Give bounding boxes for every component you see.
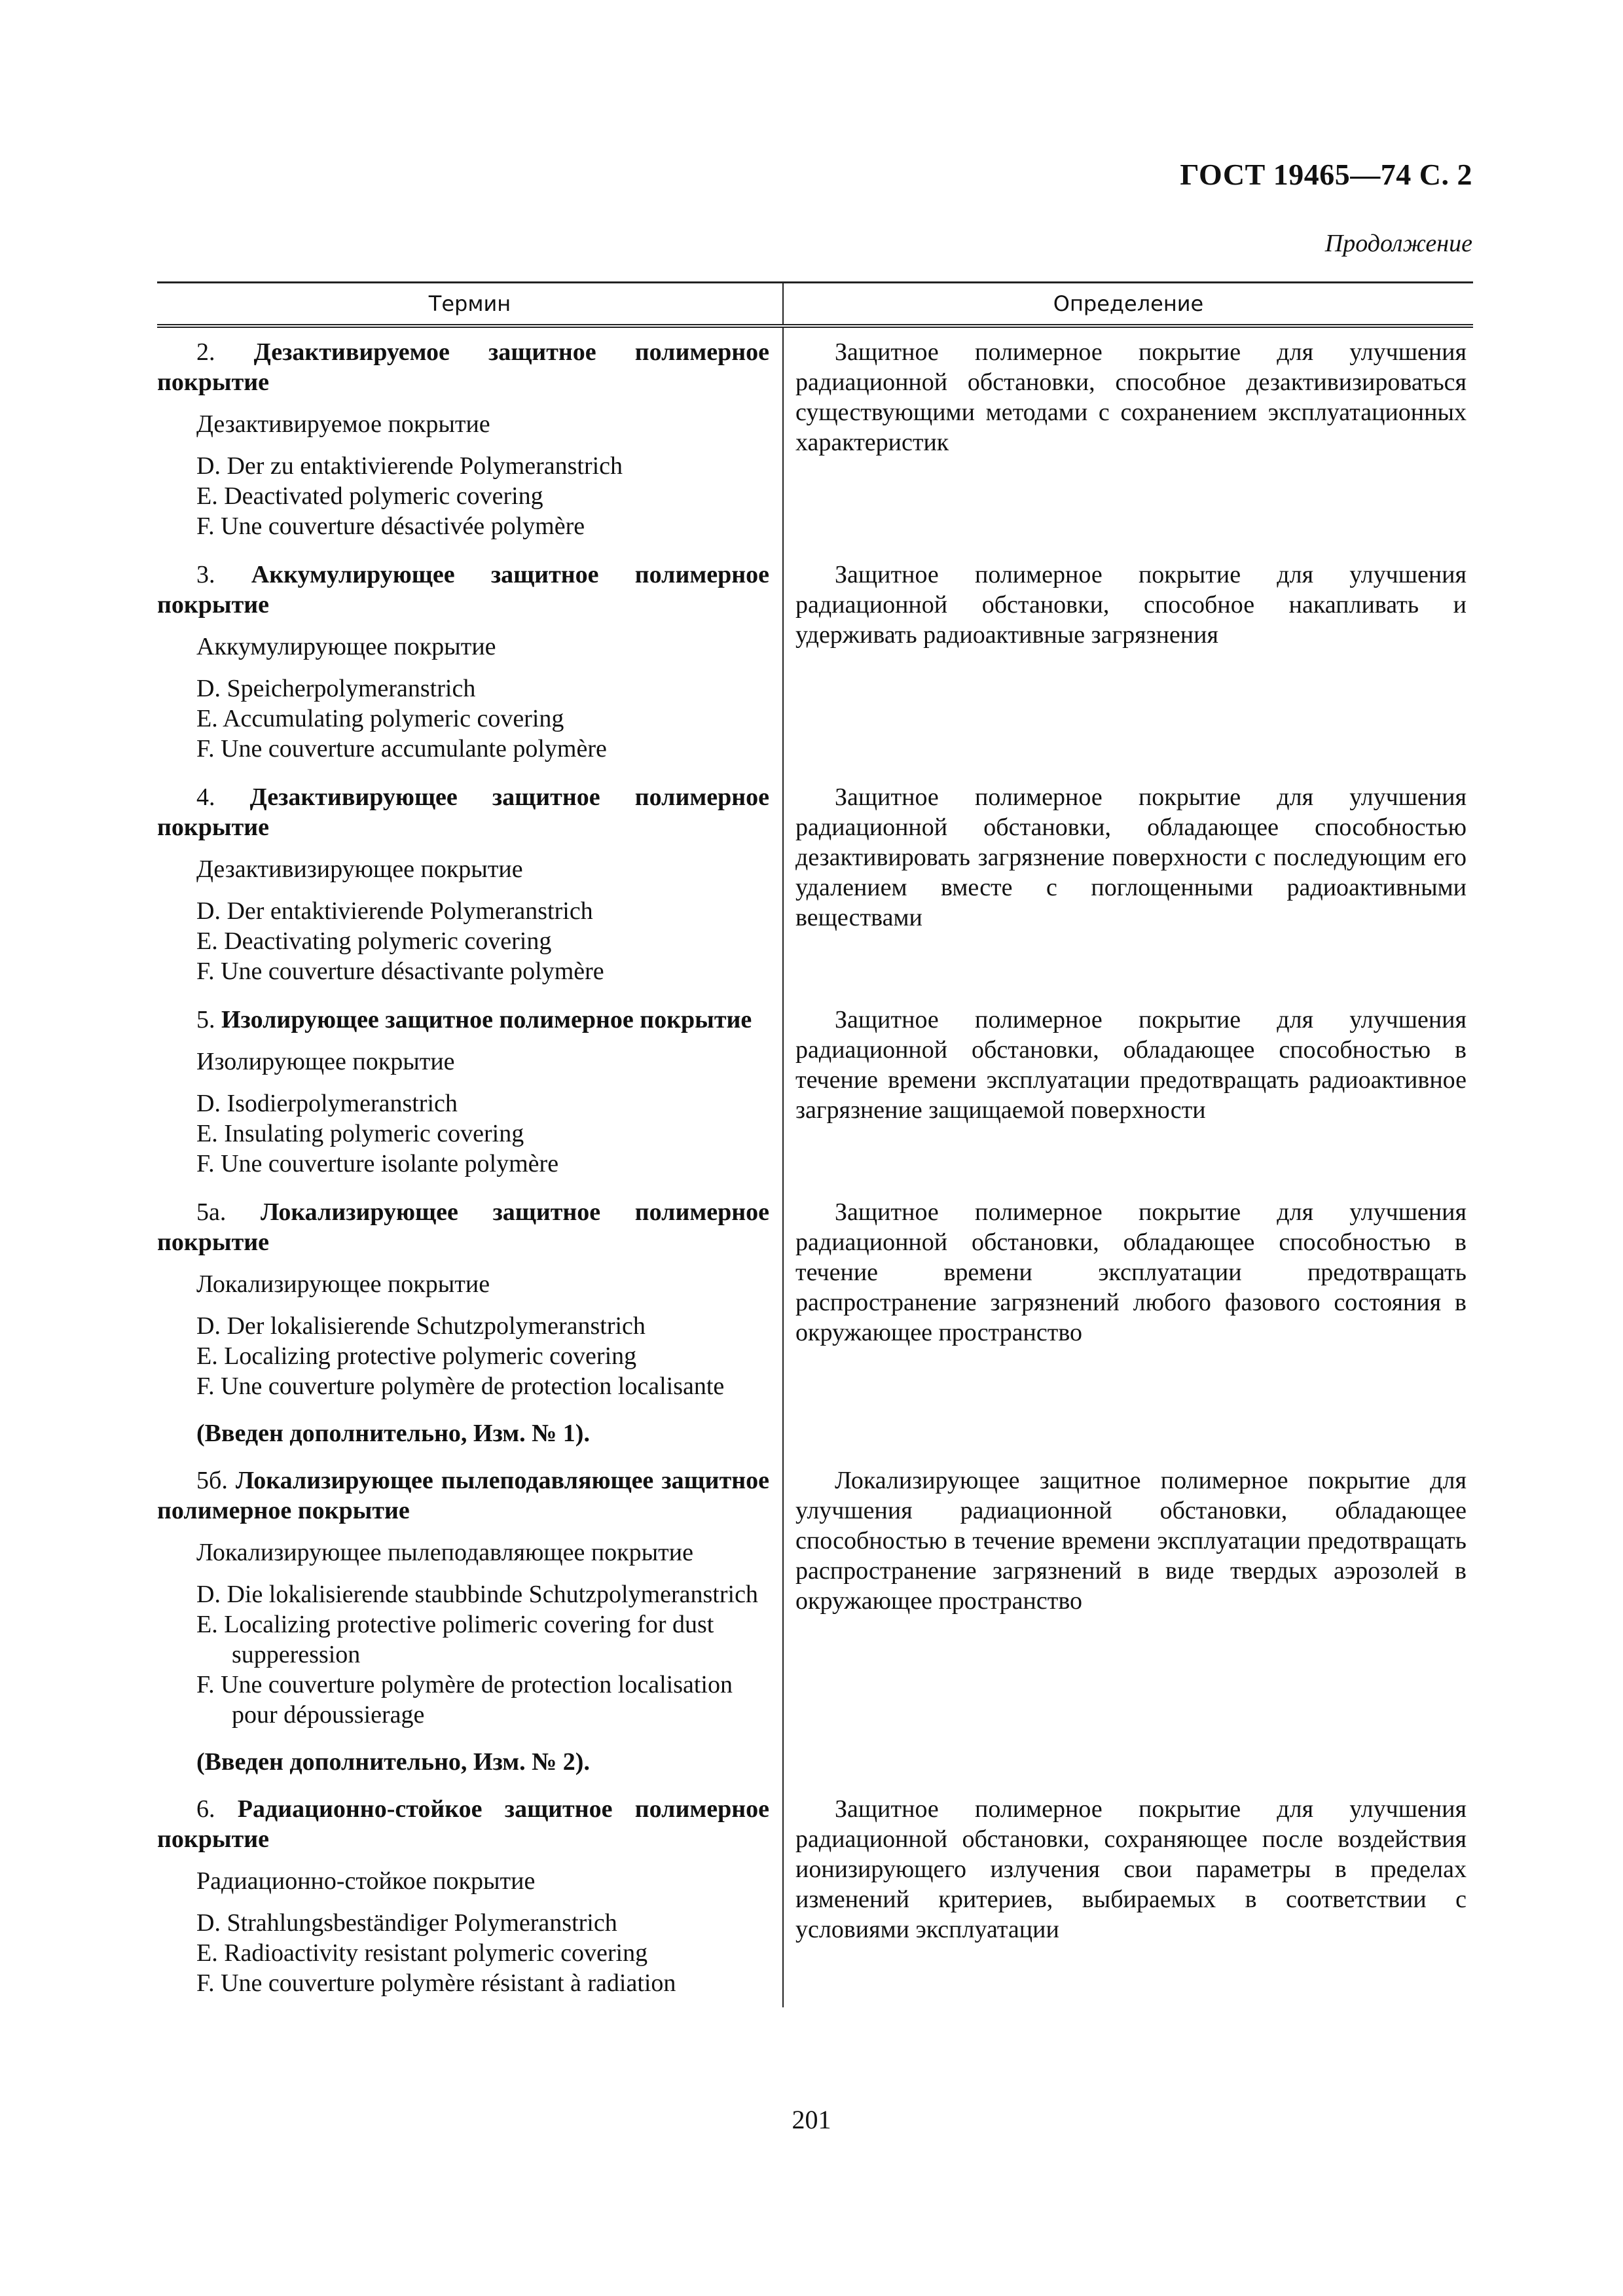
amendment-note: (Введен дополнительно, Изм. № 1). [196,1420,590,1447]
german-term: D. Speicherpolymeranstrich [196,675,476,702]
foreign-equivalents [157,1311,769,1401]
german-term: D. Strahlungsbeständiger Polymeranstrich [196,1909,617,1937]
table-row [157,1188,1473,1410]
foreign-equivalents [157,673,769,764]
term-cell [157,1785,782,2007]
term-title [157,1005,769,1035]
amendment-row [157,1739,1473,1785]
term-title [157,1794,769,1854]
table-row [157,1456,1473,1739]
term-number: 5а. [196,1198,227,1226]
page-number: 201 [792,2105,831,2134]
definition-cell: Локализирующее защитное полимерное покрытие для улучшения радиационной обстановки, обладающее способностью в течение времени эксплуатации предотвращать распространение загрязнений в виде твердых аэрозолей в окружающее пространство [795,1467,1467,1615]
table-row [157,1785,1473,2007]
english-term: E. Accumulating polymeric covering [196,705,564,732]
foreign-equivalents [157,896,769,986]
german-term: D. Der zu entaktivierende Polymeranstrich [196,452,623,480]
term-cell [157,328,782,550]
short-term: Радиационно-стойкое покрытие [196,1867,536,1895]
amendment-row [157,1410,1473,1456]
short-term: Изолирующее покрытие [196,1048,455,1075]
english-term: E. Insulating polymeric covering [196,1120,524,1147]
foreign-equivalents [157,1908,769,1998]
short-term: Дезактивируемое покрытие [196,410,490,438]
term-title [157,1465,769,1526]
term-name: Дезактивирующее защитное полимерное покрытие [157,783,769,841]
empty-definition-cell [782,1739,1473,1785]
table-row [157,328,1473,550]
table-body [157,328,1473,2007]
table-header [157,281,1473,328]
foreign-equivalents [157,1088,769,1179]
german-term: D. Die lokalisierende staubbinde Schutzpolymeranstrich [196,1581,758,1608]
english-term: E. Localizing protective polimeric covering for dust supperession [196,1611,714,1668]
term-title [157,560,769,620]
term-column-header: Термин [157,283,784,324]
term-name: Локализирующее защитное полимерное покрытие [157,1198,770,1256]
definition-cell: Защитное полимерное покрытие для улучшения радиационной обстановки, сохраняющее после воздействия ионизирующего излучения свои параметры в пределах изменений критериев, выбираемых в соответствии с условиями эксплуатации [795,1795,1467,1943]
term-name: Локализирующее пылеподавляющее защитное полимерное покрытие [157,1467,769,1524]
terms-table [157,281,1473,2007]
term-name: Изолирующее защитное полимерное покрытие [221,1006,752,1033]
definition-column-header: Определение [1053,291,1204,316]
definition-cell: Защитное полимерное покрытие для улучшения радиационной обстановки, способное накапливать и удерживать радиоактивные загрязнения [795,561,1467,649]
term-cell [157,550,782,773]
continuation-label: Продолжение [1324,230,1472,257]
foreign-equivalents [157,1579,769,1730]
term-cell [157,773,782,996]
french-term: F. Une couverture désactivante polymère [196,958,604,985]
term-title [157,782,769,842]
table-row [157,550,1473,773]
short-term: Локализирующее покрытие [196,1270,490,1298]
term-title [157,1197,769,1257]
short-term: Аккумулирующее покрытие [196,633,496,660]
english-term: E. Deactivated polymeric covering [196,482,543,510]
term-title [157,337,769,397]
french-term: F. Une couverture polymère résistant à radiation [196,1969,676,1997]
table-row [157,996,1473,1188]
standard-code: ГОСТ 19465—74 С. 2 [1180,158,1472,191]
german-term: D. Isodierpolymeranstrich [196,1090,458,1117]
term-number: 5. [196,1006,215,1033]
english-term: E. Localizing protective polymeric covering [196,1342,637,1370]
short-term: Локализирующее пылеподавляющее покрытие [196,1539,693,1566]
amendment-cell [157,1410,782,1456]
term-number: 4. [196,783,215,811]
german-term: D. Der entaktivierende Polymeranstrich [196,897,593,925]
term-name: Дезактивируемое защитное полимерное покрытие [157,338,769,396]
definition-cell: Защитное полимерное покрытие для улучшения радиационной обстановки, обладающее способностью в течение времени эксплуатации предотвращать распространение загрязнений любого фазового состояния в окружающее пространство [795,1198,1467,1346]
french-term: F. Une couverture polymère de protection localisation pour dépoussierage [196,1671,733,1729]
term-name: Радиационно-стойкое защитное полимерное покрытие [157,1795,770,1853]
term-cell [157,996,782,1188]
amendment-cell [157,1739,782,1785]
french-term: F. Une couverture accumulante polymère [196,735,607,762]
term-cell [157,1188,782,1410]
french-term: F. Une couverture polymère de protection localisante [196,1372,725,1400]
definition-cell: Защитное полимерное покрытие для улучшения радиационной обстановки, обладающее способностью дезактивировать загрязнение поверхности с последующим его удалением вместе с поглощенными радиоактивными веществами [795,783,1467,931]
term-number: 3. [196,561,215,588]
short-term: Дезактивизирующее покрытие [196,855,523,883]
amendment-note: (Введен дополнительно, Изм. № 2). [196,1748,590,1776]
foreign-equivalents [157,451,769,541]
french-term: F. Une couverture isolante polymère [196,1150,559,1177]
german-term: D. Der lokalisierende Schutzpolymeranstrich [196,1312,646,1340]
definition-cell: Защитное полимерное покрытие для улучшения радиационной обстановки, обладающее способностью в течение времени эксплуатации предотвращать радиоактивное загрязнение защищаемой поверхности [795,1006,1467,1124]
english-term: E. Deactivating polymeric covering [196,927,552,955]
term-cell [157,1456,782,1739]
definition-cell: Защитное полимерное покрытие для улучшения радиационной обстановки, способное дезактивизироваться существующими методами с сохранением эксплуатационных характеристик [795,338,1467,456]
term-number: 5б. [196,1467,228,1494]
english-term: E. Radioactivity resistant polymeric covering [196,1939,648,1967]
term-number: 2. [196,338,215,366]
empty-definition-cell [782,1410,1473,1456]
term-name: Аккумулирующее защитное полимерное покрытие [157,561,769,619]
table-row [157,773,1473,996]
term-number: 6. [196,1795,215,1823]
french-term: F. Une couverture désactivée polymère [196,512,585,540]
